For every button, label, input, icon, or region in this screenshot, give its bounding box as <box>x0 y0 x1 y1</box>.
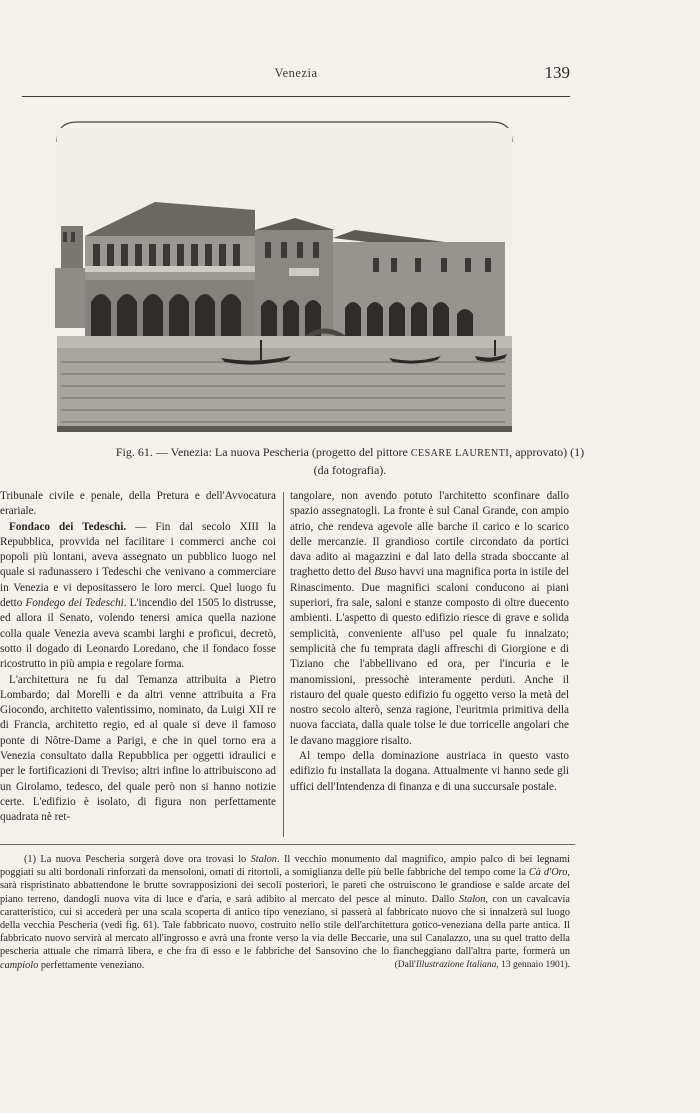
pescheria-illustration <box>55 118 514 436</box>
text-run: , 13 gennaio 1901). <box>496 959 570 970</box>
text-run: (1) La nuova Pescheria sorgerà dove ora trovasi lo <box>24 854 251 865</box>
left-column <box>0 489 276 826</box>
caption-author: CESARE LAURENTI <box>410 448 510 459</box>
text-run: havvi una magnifica porta in istile del Rinascimento. Due magnifici scaloni conducono ai piani superiori, fra sale, saloni e stanze composto di oltre duecento ambienti. L'aspetto di questo edifizio riesce di grave e solida semplicità, conveniente all'uso pel quale fu innalzato; semplicità che fu temprata dagli affreschi di Giorgione e di Tiziano che l'abbellivano ed ora, per l'incuria e le manomissioni, pressochè interamente perduti. Anche il ristauro del quale questo edifizio fu oggetto verso la metà del nostro secolo alterò, senza ragione, l'euritmia primitiva della nuova facciata, dalla quale tolse le due torricelle angolari che le davano maggiore risalto. <box>290 566 570 747</box>
text-run: , con un cavalcavia caratteristico, cui si accederà per una scala scoperta di antico tipo veneziano, si passerà al fabbricato nuovo che si innalzerà sul luogo della vecchia Pescheria (vedi fig. 61). Tale fabbricato nuovo, costruito nello stile dell'architettura gotico-veneziana della parte antica. Il fabbricato nuovo servirà al mercato all'ingrosso e avrà una fronte verso la via delle Beccarie, una sul Canalazzo, una su quel tratto della pescheria attuale che rimarrà libera, e che fra di esso e le fabbriche del Sansovino che lo fiancheggiano dall'altra parte, formerà un <box>0 893 570 958</box>
paragraph: Tribunale civile e penale, della Pretura e dell'Avvocatura erariale. <box>0 490 276 518</box>
column-rule <box>283 492 284 837</box>
text-run: . L'incendio del 1505 lo distrusse, ed allora il Senato, volendo tenersi amica quella nazione colla quale Venezia aveva scambi larghi e proficui, decretò, sotto il dogado di Leonardo Loredano, che il fondaco fosse ricostrutto in più ampia e regolare forma. <box>0 597 276 671</box>
italic-term: Stalon <box>459 893 486 905</box>
page-number: 139 <box>544 63 570 82</box>
italic-term: campiolo <box>0 959 39 971</box>
footnote-text <box>0 853 570 972</box>
text-run: . Il vecchio monumento dal magnifico, ampio palco di bei legnami poggiati su alti bordonali rinforzati da mensoloni, ornati di ritortoli, a somiglianza delle più belle fabbriche del tempo come la <box>0 854 570 879</box>
right-column <box>290 489 569 795</box>
running-title: Venezia <box>274 66 318 80</box>
italic-term: Cà d'Oro <box>528 867 568 879</box>
section-heading: Fondaco dei Tedeschi. <box>9 520 127 533</box>
paragraph-fondaco <box>0 520 276 673</box>
italic-term: Fondego dei Tedeschi <box>25 597 124 610</box>
caption-line-1 <box>0 444 700 462</box>
paragraph <box>290 489 569 749</box>
text-run: — Fin dal secolo XIII la Repubblica, provvida nel facilitare i commerci anche coi popoli più lontani, aveva assegnato un pubblico luogo nel quale si radunassero i Tedeschi che venivano a commerciare in Venezia e vi depositassero le loro merci. Quel luogo fu detto <box>0 520 276 610</box>
text-run: tangolare, non avendo potuto l'architetto sconfinare dallo spazio assegnatogli. La fronte è sul Canal Grande, con ampio atrio, che rendeva agevole alle barche il carico e lo scarico delle mercanzie. Il grandioso cortile circondato da portici dava adito ai magazzini e dal lato della strada sboccante al traghetto detto del <box>290 490 569 579</box>
caption-line-2: (da fotografia). <box>313 463 387 477</box>
caption-prefix: Fig. 61. — Venezia: La nuova Pescheria (progetto del pittore <box>115 445 411 459</box>
running-head <box>22 63 570 86</box>
text-run: perfettamente veneziano. <box>38 959 145 971</box>
figure-engraving <box>55 118 514 436</box>
footnote <box>0 853 570 972</box>
text-run: , sarà rispristinato abbattendone le brutte sovrapposizioni dei secoli posteriori, le pareti che ostruiscono le grandiose e salde arcate del piano terreno, dandogli nuova vita di luce e d'aria, e sarà adibito al mercato del pesce al minuto. Dallo <box>0 867 570 905</box>
footnote-rule <box>0 844 575 845</box>
header-rule <box>22 96 570 97</box>
italic-term: Illustrazione Italiana <box>415 959 497 970</box>
paragraph: L'architettura ne fu dal Temanza attribuita a Pietro Lombardo; dal Morelli e da altri venne attribuita a Fra Giocondo, architetto valentissimo, nominato, da Luigi XII re di Francia, architetto regio, ed al quale si deve il famoso ponte di Nôtre-Dame a Parigi, e che in quel torno era a Venezia consultato dalla Repubblica per oggetti idraulici e per le fortificazioni di Treviso; altri infine lo attribuiscono ad un Girolamo, tedesco, del quale però non si hanno notizie certe. L'edifizio è isolato, di figura non perfettamente quadrata nè ret- <box>0 673 276 824</box>
paragraph: Al tempo della dominazione austriaca in questo vasto edifizio fu installata la dogana. Attualmente vi hanno sede gli uffici dell'Intendenza di finanza e di una succursale postale. <box>290 750 569 793</box>
text-run: (Dall' <box>394 959 416 970</box>
italic-term: Buso <box>374 566 397 579</box>
figure-caption <box>0 444 700 479</box>
caption-suffix: , approvato) (1) <box>509 445 585 459</box>
italic-term: Stalon <box>250 854 277 865</box>
